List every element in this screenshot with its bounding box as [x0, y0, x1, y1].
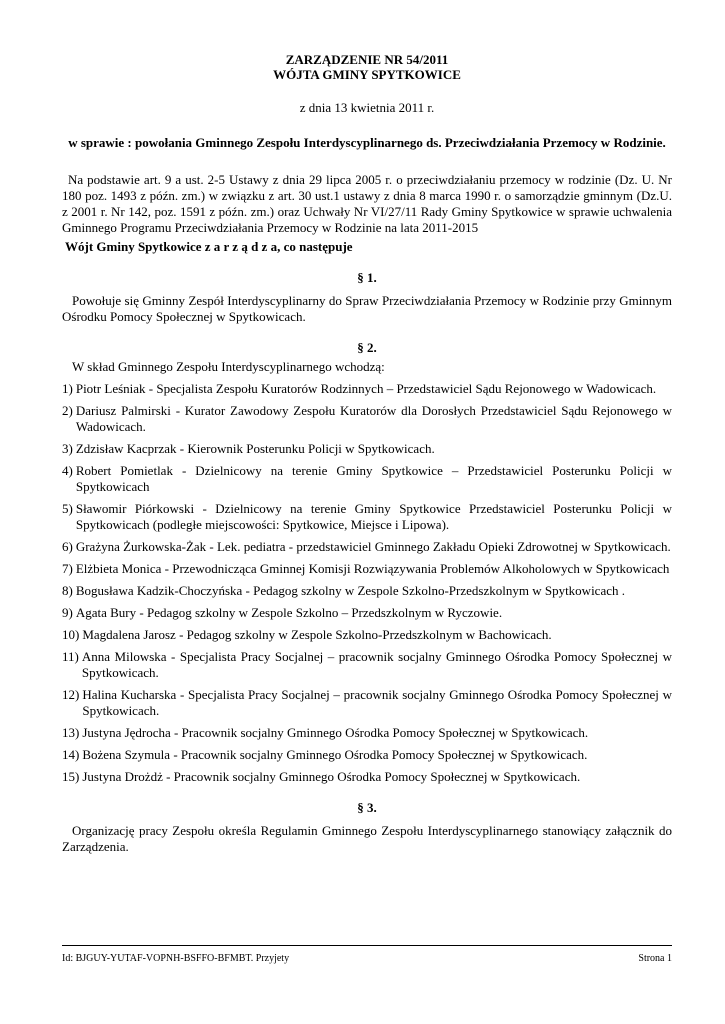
- list-item-number: 2): [62, 403, 73, 418]
- page-number: Strona 1: [638, 953, 672, 964]
- list-item-text: Anna Milowska - Specjalista Pracy Socjalnej – pracownik socjalny Gminnego Ośrodka Pomocy Społecznej w Spytkowicach.: [81, 649, 672, 680]
- list-item-text: Piotr Leśniak - Specjalista Zespołu Kuratorów Rodzinnych – Przedstawiciel Sądu Rejonowego w Wadowicach.: [75, 381, 657, 396]
- list-item-number: 8): [62, 583, 73, 598]
- list-item-text: Halina Kucharska - Specjalista Pracy Socjalnej – pracownik socjalny Gminnego Ośrodka Pomocy Społecznej w Spytkowicach.: [82, 687, 672, 718]
- list-item-number: 12): [62, 687, 80, 702]
- list-item-text: Grażyna Żurkowska-Żak - Lek. pediatra - przedstawiciel Gminnego Zakładu Opieki Zdrowotnej w Spytkowicach.: [75, 539, 671, 554]
- page-footer: [62, 953, 672, 965]
- list-item-text: Justyna Jędrocha - Pracownik socjalny Gminnego Ośrodka Pomocy Społecznej w Spytkowicach.: [82, 725, 589, 740]
- list-item-number: 15): [62, 769, 80, 784]
- list-item: [62, 381, 672, 397]
- list-item-text: Agata Bury - Pedagog szkolny w Zespole Szkolno – Przedszkolnym w Ryczowie.: [75, 605, 503, 620]
- list-item: [62, 769, 672, 785]
- list-item: [62, 539, 672, 555]
- list-item-number: 13): [62, 725, 80, 740]
- list-item-text: Elżbieta Monica - Przewodnicząca Gminnej Komisji Rozwiązywania Problemów Alkoholowych w Spytkowicach: [75, 561, 670, 576]
- section-3-text: Organizację pracy Zespołu określa Regulamin Gminnego Zespołu Interdyscyplinarnego stanowiący załącznik do Zarządzenia.: [62, 823, 672, 854]
- list-item-number: 11): [62, 649, 79, 664]
- list-item-number: 6): [62, 539, 73, 554]
- title-line-2: WÓJTA GMINY SPYTKOWICE: [273, 67, 461, 82]
- legal-basis: Na podstawie art. 9 a ust. 2-5 Ustawy z dnia 29 lipca 2005 r. o przeciwdziałaniu przemocy w rodzinie (Dz. U. Nr 180 poz. 1493 z późn. zm.) w związku z art. 30 ust.1 ustawy z dnia 8 marca 1990 r. o samorządzie gminnym (Dz.U. z 2001 r. Nr 142, poz. 1591 z późn. zm.) oraz Uchwały Nr VI/27/11 Rady Gminy Spytkowice w sprawie uchwalenia Gminnego Programu Przeciwdziałania Przemocy w Rodzinie na lata 2011-2015: [62, 172, 672, 235]
- list-item: [62, 583, 672, 599]
- section-3-heading: § 3.: [357, 800, 377, 815]
- list-item-text: Sławomir Piórkowski - Dzielnicowy na terenie Gminy Spytkowice Przedstawiciel Posterunku Policji w Spytkowicach (podległe miejscowości: Spytkowice, Miejsce i Lipowa).: [75, 501, 672, 532]
- footer-divider: [62, 945, 672, 946]
- list-item-number: 7): [62, 561, 73, 576]
- list-item-number: 4): [62, 463, 73, 478]
- list-item-number: 1): [62, 381, 73, 396]
- list-item: [62, 687, 672, 719]
- list-item: [62, 605, 672, 621]
- list-item: [62, 561, 672, 577]
- document-subject: w sprawie : powołania Gminnego Zespołu Interdyscyplinarnego ds. Przeciwdziałania Przemocy w Rodzinie.: [68, 135, 666, 150]
- list-item-number: 10): [62, 627, 80, 642]
- list-item: [62, 463, 672, 495]
- members-list: [62, 381, 672, 785]
- list-item-number: 9): [62, 605, 73, 620]
- list-item-text: Bożena Szymula - Pracownik socjalny Gminnego Ośrodka Pomocy Społecznej w Spytkowicach.: [82, 747, 588, 762]
- list-item-number: 3): [62, 441, 73, 456]
- list-item: [62, 441, 672, 457]
- list-item-text: Bogusława Kadzik-Choczyńska - Pedagog szkolny w Zespole Szkolno-Przedszkolnym w Spytkowicach .: [75, 583, 625, 598]
- section-1-text: Powołuje się Gminny Zespół Interdyscyplinarny do Spraw Przeciwdziałania Przemocy w Rodzinie przy Gminnym Ośrodku Pomocy Społecznej w Spytkowicach.: [62, 293, 672, 324]
- order-phrase: Wójt Gminy Spytkowice z a r z ą d z a, co następuje: [65, 239, 353, 254]
- document-id: Id: BJGUY-YUTAF-VOPNH-BSFFO-BFMBT. Przyjety: [62, 953, 290, 964]
- list-item-number: 5): [62, 501, 73, 516]
- list-item: [62, 649, 672, 681]
- list-item-text: Robert Pomietlak - Dzielnicowy na terenie Gminy Spytkowice – Przedstawiciel Posterunku Policji w Spytkowicach: [75, 463, 672, 494]
- document-title: [62, 52, 672, 82]
- list-item-text: Magdalena Jarosz - Pedagog szkolny w Zespole Szkolno-Przedszkolnym w Bachowicach.: [82, 627, 552, 642]
- title-line-1: ZARZĄDZENIE NR 54/2011: [285, 52, 449, 67]
- document-date: z dnia 13 kwietnia 2011 r.: [299, 100, 435, 115]
- list-item: [62, 627, 672, 643]
- section-1-heading: § 1.: [357, 270, 377, 285]
- list-item-text: Justyna Drożdż - Pracownik socjalny Gminnego Ośrodka Pomocy Społecznej w Spytkowicach.: [82, 769, 581, 784]
- section-2-heading: § 2.: [357, 340, 377, 355]
- document-page: [62, 52, 672, 855]
- list-item: [62, 501, 672, 533]
- list-item: [62, 725, 672, 741]
- list-item: [62, 747, 672, 763]
- section-2-intro: W skład Gminnego Zespołu Interdyscyplinarnego wchodzą:: [72, 359, 385, 374]
- list-item: [62, 403, 672, 435]
- list-item-text: Dariusz Palmirski - Kurator Zawodowy Zespołu Kuratorów dla Dorosłych Przedstawiciel Sądu Rejonowego w Wadowicach.: [75, 403, 672, 434]
- list-item-number: 14): [62, 747, 80, 762]
- list-item-text: Zdzisław Kacprzak - Kierownik Posterunku Policji w Spytkowicach.: [75, 441, 435, 456]
